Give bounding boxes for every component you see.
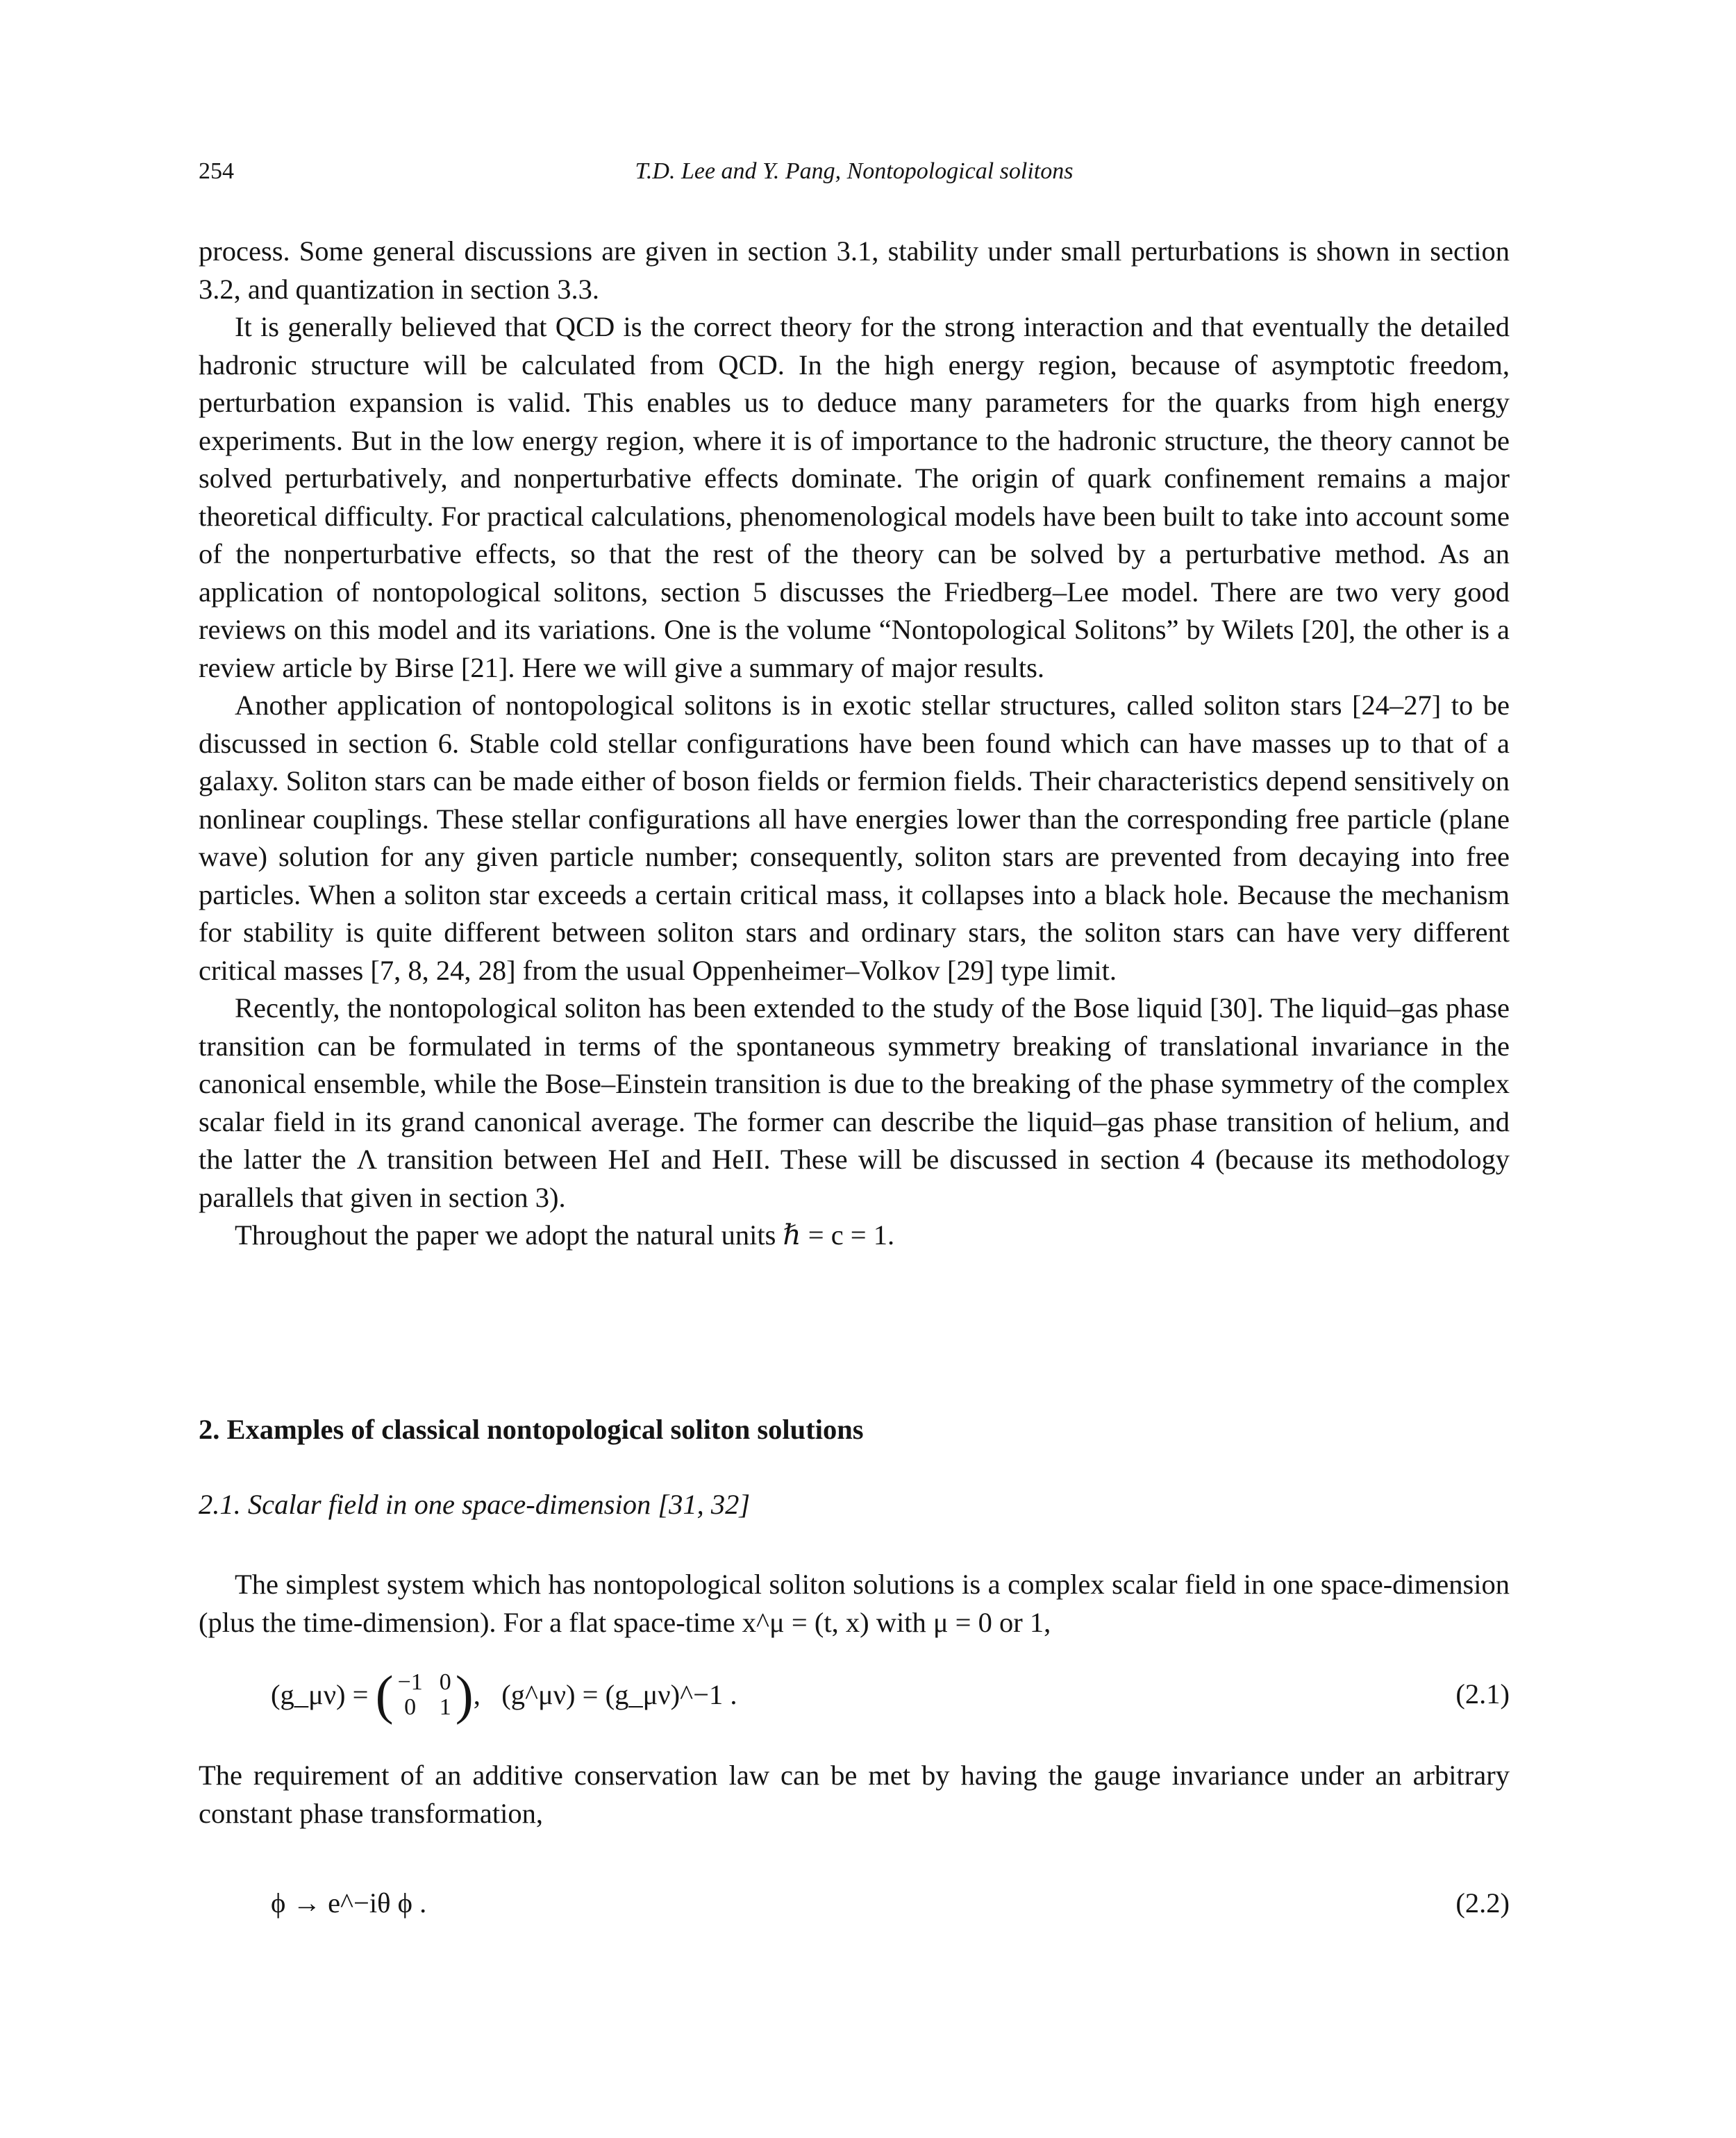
running-head: T.D. Lee and Y. Pang, Nontopological solitons (635, 158, 1074, 184)
matrix-right-paren: ) (455, 1664, 474, 1725)
page-number: 254 (199, 158, 234, 184)
eq2-text: ϕ → e^−iθ ϕ . (271, 1887, 427, 1919)
equation-2-2 (271, 1879, 1510, 1928)
matrix-left-paren: ( (375, 1664, 394, 1725)
paragraph-4: Recently, the nontopological soliton has been extended to the study of the Bose liquid [30]. The liquid–gas phase transition can be formulated in terms of the spontaneous symmetry breaking of translational invariance in the canonical ensemble, while the Bose–Einstein transition is due to the breaking of the phase symmetry of the complex scalar field in its grand canonical average. The former can describe the liquid–gas phase transition of helium, and the latter the Λ transition between HeI and HeII. These will be discussed in section 4 (because its methodology parallels that given in section 3). (199, 992, 1510, 1213)
matrix-cell: −1 (397, 1669, 423, 1695)
section-intro (199, 1566, 1510, 1642)
paragraph-5: Throughout the paper we adopt the natural units ℏ = c = 1. (235, 1219, 895, 1251)
matrix-cell: 1 (439, 1694, 451, 1720)
body-text (199, 233, 1510, 1255)
paragraph-3: Another application of nontopological solitons is in exotic stellar structures, called soliton stars [24–27] to be discussed in section 6. Stable cold stellar configurations have been found which can have masses up to that of a galaxy. Soliton stars can be made either of boson fields or fermion fields. Their characteristics depend sensitively on nonlinear couplings. These stellar configurations all have energies lower than the corresponding free particle (plane wave) solution for any given particle number; consequently, soliton stars are prevented from decaying into free particles. When a soliton star exceeds a certain critical mass, it collapses into a black hole. Because the mechanism for stability is quite different between soliton stars and ordinary stars, the soliton stars can have very different critical masses [7, 8, 24, 28] from the usual Oppenheimer–Volkov [29] type limit. (199, 690, 1510, 986)
paragraph-2: It is generally believed that QCD is the correct theory for the strong interaction and that eventually the detailed hadronic structure will be calculated from QCD. In the high energy region, because of asymptotic freedom, perturbation expansion is valid. This enables us to deduce many parameters for the quarks from high energy experiments. But in the low energy region, where it is of importance to the hadronic structure, the theory cannot be solved perturbatively, and nonperturbative effects dominate. The origin of quark confinement remains a major theoretical difficulty. For practical calculations, phenomenological models have been built to take into account some of the nonperturbative effects, so that the rest of the theory can be solved by a perturbative method. As an application of nontopological solitons, section 5 discusses the Friedberg–Lee model. There are two very good reviews on this model and its variations. One is the volume “Nontopological Solitons” by Wilets [20], the other is a review article by Birse [21]. Here we will give a summary of major results. (199, 311, 1510, 683)
section-heading: 2. Examples of classical nontopological soliton solutions (199, 1414, 864, 1445)
equation-2-1 (271, 1664, 1510, 1725)
eq1-rhs: , (g^μν) = (g_μν)^−1 . (473, 1679, 737, 1710)
page-header (199, 158, 1510, 186)
after-equation-text (199, 1757, 1510, 1832)
paragraph-1: process. Some general discussions are given in section 3.1, stability under small perturbations is shown in section 3.2, and quantization in section 3.3. (199, 235, 1510, 305)
equation-number: (2.2) (1455, 1887, 1510, 1919)
subsection-heading: 2.1. Scalar field in one space-dimension [31, 32] (199, 1489, 751, 1520)
matrix-cell: 0 (439, 1669, 451, 1695)
conservation-paragraph: The requirement of an additive conservation law can be met by having the gauge invariance under an arbitrary constant phase transformation, (199, 1760, 1510, 1829)
eq1-lhs: (g_μν) = (271, 1679, 376, 1710)
intro-paragraph: The simplest system which has nontopological soliton solutions is a complex scalar field in one space-dimension (plus the time-dimension). For a flat space-time x^μ = (t, x) with μ = 0 or 1, (199, 1569, 1510, 1638)
matrix-cell: 0 (404, 1694, 417, 1720)
metric-matrix (398, 1670, 451, 1720)
equation-number: (2.1) (1455, 1678, 1510, 1710)
